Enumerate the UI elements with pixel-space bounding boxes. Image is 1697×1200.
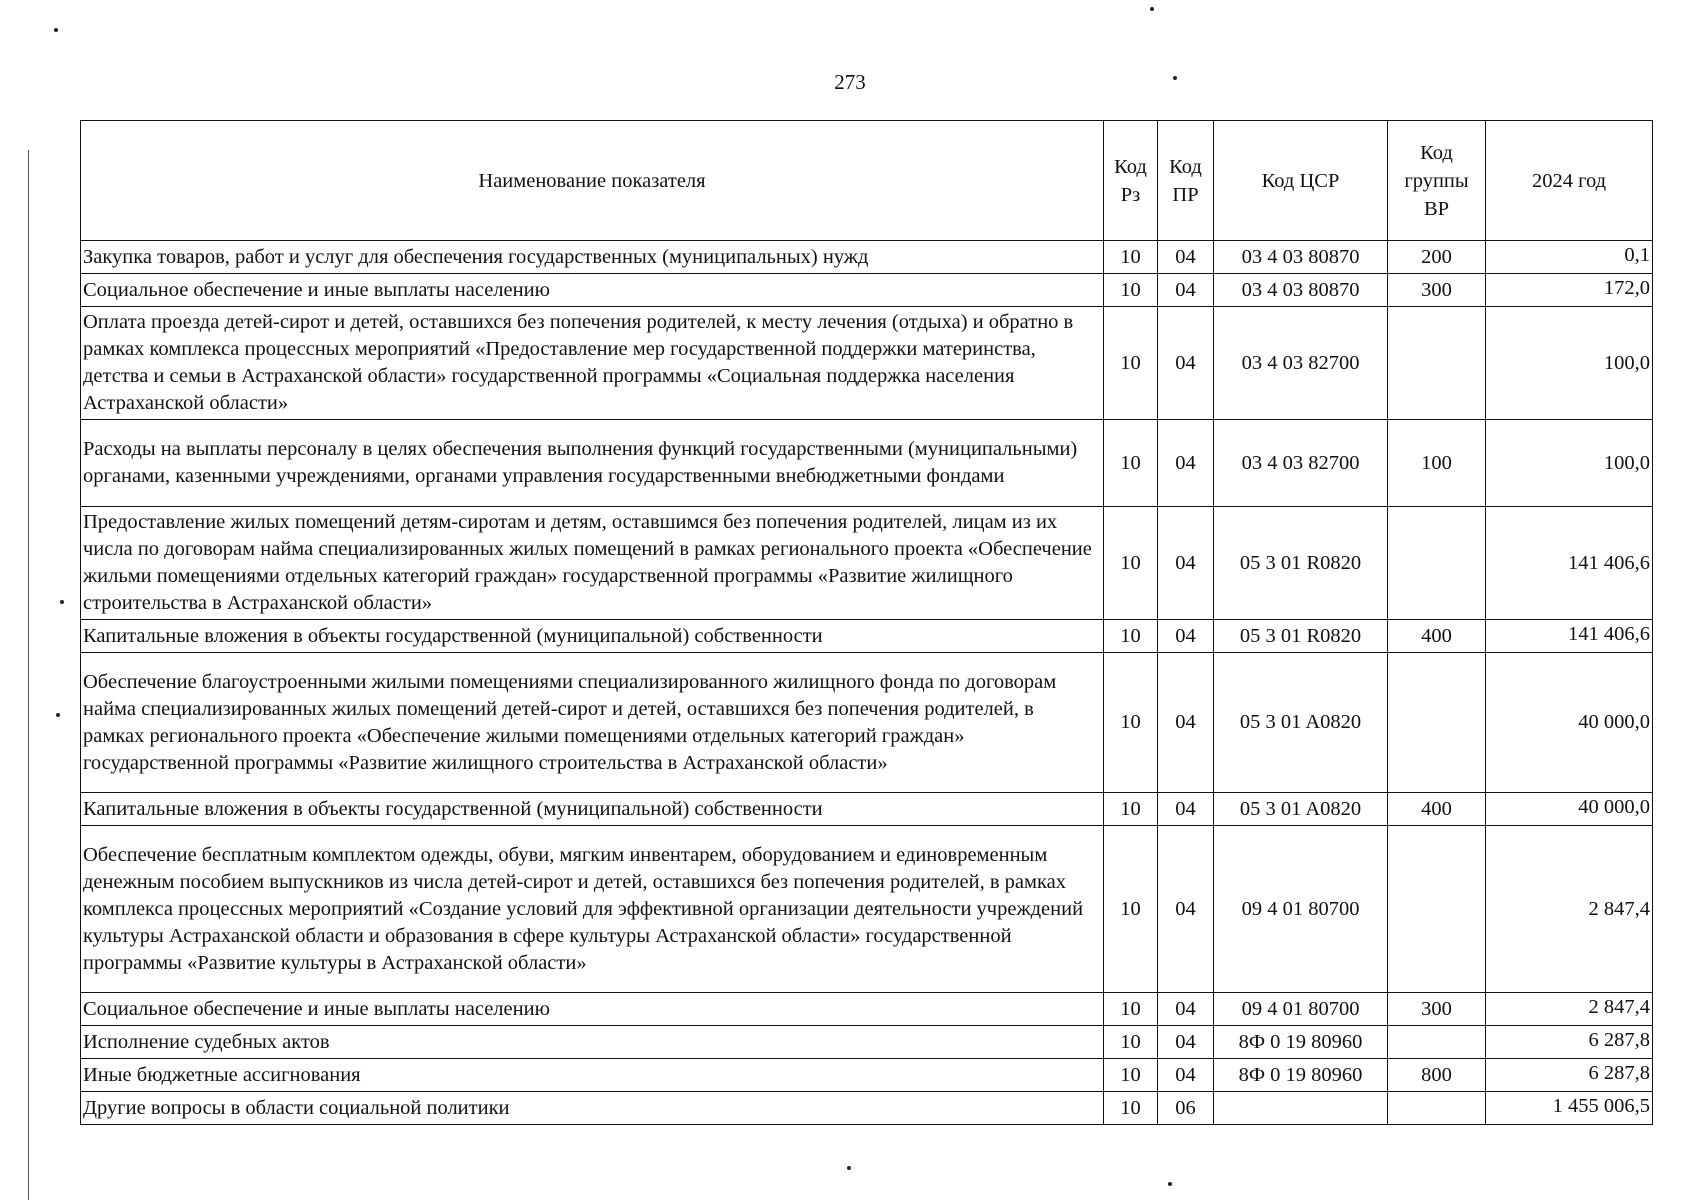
row-name: Капитальные вложения в объекты государственной (муниципальной) собственности	[81, 793, 1104, 826]
page-number: 273	[834, 70, 866, 94]
row-amount: 100,0	[1486, 420, 1653, 507]
row-amount: 100,0	[1486, 307, 1653, 420]
header-rz: Код Рз	[1104, 121, 1158, 241]
scan-speck	[60, 600, 64, 604]
row-csr: 8Ф 0 19 80960	[1214, 1026, 1388, 1059]
row-csr: 03 4 03 82700	[1214, 307, 1388, 420]
row-name: Капитальные вложения в объекты государственной (муниципальной) собственности	[81, 620, 1104, 653]
row-csr: 05 3 01 R0820	[1214, 507, 1388, 620]
table-row	[81, 1059, 1653, 1092]
row-csr: 09 4 01 80700	[1214, 993, 1388, 1026]
row-vr: 100	[1388, 420, 1486, 507]
row-rz: 10	[1104, 653, 1158, 793]
row-amount: 40 000,0	[1486, 653, 1653, 793]
row-name: Социальное обеспечение и иные выплаты населению	[81, 993, 1104, 1026]
row-name: Иные бюджетные ассигнования	[81, 1059, 1104, 1092]
row-vr: 800	[1388, 1059, 1486, 1092]
row-csr: 03 4 03 80870	[1214, 274, 1388, 307]
row-pr: 04	[1158, 241, 1214, 274]
row-name: Предоставление жилых помещений детям-сиротам и детям, оставшимся без попечения родителей, лицам из их числа по договорам найма специализированных жилых помещений в рамках регионального проекта «Обеспечение жильми помещениями отдельных категорий граждан» государственной программы «Развитие жилищного строительства в Астраханской области»	[81, 507, 1104, 620]
table-row	[81, 826, 1653, 993]
row-name: Обеспечение благоустроенными жилыми помещениями специализированного жилищного фонда по договорам найма специализированных жилых помещений детей-сирот и детей, оставшихся без попечения родителей, в рамках регионального проекта «Обеспечение жилыми помещениями отдельных категорий граждан» государственной программы «Развитие жилищного строительства в Астраханской области»	[81, 653, 1104, 793]
scan-speck	[1173, 76, 1177, 80]
table-row	[81, 993, 1653, 1026]
header-pr: Код ПР	[1158, 121, 1214, 241]
row-pr: 04	[1158, 653, 1214, 793]
row-amount: 141 406,6	[1486, 507, 1653, 620]
row-pr: 04	[1158, 507, 1214, 620]
table-row	[81, 241, 1653, 274]
row-vr	[1388, 1092, 1486, 1125]
row-rz: 10	[1104, 241, 1158, 274]
row-vr: 300	[1388, 993, 1486, 1026]
row-pr: 04	[1158, 307, 1214, 420]
row-name: Исполнение судебных актов	[81, 1026, 1104, 1059]
row-name: Социальное обеспечение и иные выплаты населению	[81, 274, 1104, 307]
row-amount: 6 287,8	[1486, 1026, 1653, 1059]
row-csr: 8Ф 0 19 80960	[1214, 1059, 1388, 1092]
row-rz: 10	[1104, 307, 1158, 420]
row-amount: 0,1	[1486, 241, 1653, 274]
scan-speck	[1150, 7, 1154, 11]
row-pr: 04	[1158, 274, 1214, 307]
row-csr: 05 3 01 A0820	[1214, 793, 1388, 826]
table-row	[81, 1092, 1653, 1125]
row-vr	[1388, 1026, 1486, 1059]
row-pr: 04	[1158, 1059, 1214, 1092]
scan-speck	[56, 713, 60, 717]
row-amount: 2 847,4	[1486, 993, 1653, 1026]
row-pr: 04	[1158, 420, 1214, 507]
row-pr: 04	[1158, 793, 1214, 826]
row-name: Оплата проезда детей-сирот и детей, оставшихся без попечения родителей, к месту лечения (отдыха) и обратно в рамках комплекса процессных мероприятий «Предоставление мер государственной поддержки материнства, детства и семьи в Астраханской области» государственной программы «Социальная поддержка населения Астраханской области»	[81, 307, 1104, 420]
table-row	[81, 793, 1653, 826]
scan-speck	[847, 1166, 851, 1170]
row-amount: 40 000,0	[1486, 793, 1653, 826]
table-row	[81, 420, 1653, 507]
table-row	[81, 1026, 1653, 1059]
table-row	[81, 274, 1653, 307]
row-csr: 03 4 03 82700	[1214, 420, 1388, 507]
row-rz: 10	[1104, 826, 1158, 993]
table-header-row	[81, 121, 1653, 241]
row-pr: 04	[1158, 620, 1214, 653]
row-vr: 200	[1388, 241, 1486, 274]
header-vr: Код группы ВР	[1388, 121, 1486, 241]
row-csr: 05 3 01 A0820	[1214, 653, 1388, 793]
row-amount: 141 406,6	[1486, 620, 1653, 653]
header-name: Наименование показателя	[81, 121, 1104, 241]
row-amount: 1 455 006,5	[1486, 1092, 1653, 1125]
row-amount: 172,0	[1486, 274, 1653, 307]
table-row	[81, 507, 1653, 620]
table-row	[81, 653, 1653, 793]
scan-speck	[1168, 1182, 1172, 1186]
budget-table-container	[80, 120, 1652, 1125]
row-vr	[1388, 507, 1486, 620]
row-pr: 04	[1158, 1026, 1214, 1059]
row-rz: 10	[1104, 1092, 1158, 1125]
budget-table	[80, 120, 1653, 1125]
row-vr: 300	[1388, 274, 1486, 307]
row-rz: 10	[1104, 507, 1158, 620]
row-vr	[1388, 826, 1486, 993]
row-csr: 05 3 01 R0820	[1214, 620, 1388, 653]
row-csr: 09 4 01 80700	[1214, 826, 1388, 993]
binding-line	[28, 150, 29, 1200]
row-name: Расходы на выплаты персоналу в целях обеспечения выполнения функций государственными (муниципальными) органами, казенными учреждениями, органами управления государственными внебюджетными фондами	[81, 420, 1104, 507]
row-amount: 6 287,8	[1486, 1059, 1653, 1092]
row-rz: 10	[1104, 420, 1158, 507]
row-name: Другие вопросы в области социальной политики	[81, 1092, 1104, 1125]
header-csr: Код ЦСР	[1214, 121, 1388, 241]
scan-speck	[54, 28, 58, 32]
row-rz: 10	[1104, 1026, 1158, 1059]
row-name: Обеспечение бесплатным комплектом одежды, обуви, мягким инвентарем, оборудованием и единовременным денежным пособием выпускников из числа детей-сирот и детей, оставшихся без попечения родителей, в рамках комплекса процессных мероприятий «Создание условий для эффективной организации деятельности учреждений культуры Астраханской области и образования в сфере культуры Астраханской области» государственной программы «Развитие культуры в Астраханской области»	[81, 826, 1104, 993]
row-vr	[1388, 653, 1486, 793]
table-row	[81, 307, 1653, 420]
row-vr	[1388, 307, 1486, 420]
row-name: Закупка товаров, работ и услуг для обеспечения государственных (муниципальных) нужд	[81, 241, 1104, 274]
row-rz: 10	[1104, 793, 1158, 826]
row-rz: 10	[1104, 274, 1158, 307]
row-pr: 04	[1158, 993, 1214, 1026]
row-rz: 10	[1104, 1059, 1158, 1092]
header-year: 2024 год	[1486, 121, 1653, 241]
row-csr: 03 4 03 80870	[1214, 241, 1388, 274]
row-amount: 2 847,4	[1486, 826, 1653, 993]
row-pr: 04	[1158, 826, 1214, 993]
row-vr: 400	[1388, 620, 1486, 653]
row-vr: 400	[1388, 793, 1486, 826]
table-row	[81, 620, 1653, 653]
row-pr: 06	[1158, 1092, 1214, 1125]
row-rz: 10	[1104, 620, 1158, 653]
row-rz: 10	[1104, 993, 1158, 1026]
row-csr	[1214, 1092, 1388, 1125]
